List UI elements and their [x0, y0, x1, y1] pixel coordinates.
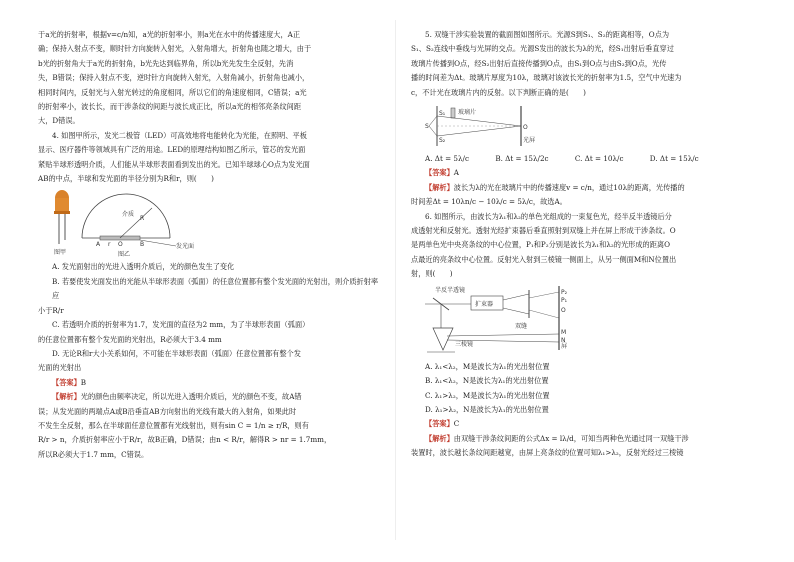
- P2-label: P₂: [561, 288, 568, 296]
- q5-option-d: D. Δt = 15λ/c: [649, 154, 699, 164]
- answer-label: 【答案】: [425, 168, 454, 178]
- q5-option-b: B. Δt = 15λ/2c: [495, 154, 549, 164]
- question-5-line: c，不计光在玻璃片内的反射。以下判断正确的是( ): [411, 87, 586, 97]
- screen-label: 屏: [561, 342, 568, 350]
- text-line: 相同时间内，反射光与入射光转过的角度相同，所以它们的角速度相同，C错误；a光: [38, 87, 307, 97]
- answer-value: C: [453, 419, 460, 429]
- answer-value: A: [453, 168, 459, 178]
- S2-label: S₂: [439, 137, 446, 145]
- explanation-label: 【解析】: [425, 433, 454, 443]
- double-slit-figure: [425, 102, 756, 150]
- explanation-text: 波长为λ的光在玻璃片中的传播速度v = c/n，通过10λ的距离，光传播的: [453, 182, 685, 192]
- led-diagram: [52, 188, 252, 258]
- option-d: D. 无论R和r大小关系如何，不可能在半球形表面（弧面）任意位置都有整个发: [52, 348, 301, 358]
- left-column: [38, 28, 383, 462]
- explanation-label: 【解析】: [52, 392, 81, 402]
- option-d-cont: 光面的光射出: [38, 363, 82, 373]
- led-figure: [52, 188, 383, 258]
- double-slit-label: 双缝: [515, 322, 528, 330]
- text-line: b光的折射角大于a光的折射角，b光先达到临界角，所以b光先发生全反射，先消: [38, 58, 294, 68]
- q5-option-c: C. Δt = 10λ/c: [574, 154, 624, 164]
- M-label: M: [561, 328, 567, 336]
- question-6-line: 点最近的亮条纹中心位置。反射光入射到三棱镜一侧面上，从另一侧面M和N位置出: [411, 254, 677, 264]
- screen-label: 光屏: [523, 137, 536, 145]
- explanation-text: 光的颜色由频率决定，所以光进入透明介质后，光的颜色不变，故A错: [80, 392, 302, 402]
- A-label: A: [96, 241, 101, 249]
- question-6-line: 6. 如图所示，由波长为λ₁和λ₂的单色光组成的一束复色光，经半反半透镜后分: [425, 211, 672, 221]
- option-c-cont: 的任意位置都有整个发光面的光射出，R必须大于3.4 mm: [38, 334, 222, 344]
- medium-label: 介质: [122, 211, 135, 219]
- text-line: 失，B错误；保持入射点不变，逆时针方向旋转入射光，入射角减小，折射角也减小，: [38, 73, 310, 83]
- option-b: B. 若要使发光面发出的光能从半球形表面（弧面）的任意位置都有整个发光面的光射出，则介质折射率应: [52, 276, 379, 301]
- S-label: S: [425, 123, 429, 131]
- explanation-line: 不发生全反射，那么在半球面任意位置都有光线射出，则有sin C = 1/n ≥ r/R，则有: [38, 420, 309, 430]
- question-4-line: 显示、医疗器件等领域具有广泛的用途。LED的原理结构如图乙所示，管芯的发光面: [38, 145, 306, 155]
- S1-label: S₁: [439, 110, 446, 118]
- option-a: A. 发光面射出的光进入透明介质后，光的颜色发生了变化: [52, 262, 235, 272]
- explanation-text: 由双缝干涉条纹间距的公式Δx = lλ/d，可知当两种色光通过同一双缝干涉: [453, 433, 689, 443]
- question-4-line: 紧贴半球形透明介质，人们能从半球形表面看到发出的光。已知半球球心O点为发光面: [38, 159, 310, 169]
- text-line: 大，D错误。: [38, 116, 80, 126]
- question-6-line: 是两单色光中央亮条纹的中心位置，P₁和P₂分别是波长为λ₁和λ₂的光形成的距离O: [411, 240, 671, 250]
- explanation-line: [38, 390, 383, 404]
- text-line: 确；保持入射点不变，顺时针方向旋转入射光，入射角增大，折射角也随之增大，由于: [38, 44, 312, 54]
- text-line: 的折射率小，波长长，而干涉条纹的间距与波长成正比，所以a光的相邻亮条纹间距: [38, 102, 302, 112]
- question-4-line: 4. 如图甲所示，发光二极管（LED）可高效地将电能转化为光能，在照明、平板: [52, 130, 307, 140]
- expander-label: 扩束器: [475, 300, 494, 308]
- question-5-line: S₁、S₂连线中垂线与光屏的交点。光源S发出的波长为λ的光，经S₁出射后垂直穿过: [411, 44, 674, 54]
- question-5-line: 玻璃片传播到O点，经S₂出射后直接传播到O点，由S₁到O点与由S₂到O点，光传: [411, 58, 667, 68]
- figure-jia-label: 图甲: [54, 249, 67, 257]
- O-point-label: O: [523, 124, 528, 132]
- surface-label: 发光面: [176, 243, 195, 251]
- N-label: N: [561, 336, 566, 344]
- explanation-label: 【解析】: [425, 182, 454, 192]
- question-5-line: 5. 双缝干涉实验装置的截面图如图所示。光源S到S₁、S₂的距离相等，O点为: [425, 30, 670, 39]
- question-4-line: AB的中点，半球和发光面的半径分别为R和r，则( ): [38, 174, 214, 184]
- right-column: [411, 28, 756, 461]
- explanation-line: 所以R必须大于1.7 mm，C错误。: [38, 449, 149, 459]
- figure-yi-label: 图乙: [118, 251, 131, 259]
- answer-label: 【答案】: [52, 377, 81, 387]
- q5-explanation-line: [411, 181, 756, 195]
- question-6-line: 射，则( ): [411, 269, 453, 279]
- q5-answer-line: [411, 166, 756, 180]
- option-c: C. 若透明介质的折射率为1.7，发光面的直径为2 mm，为了半球形表面（弧面）: [52, 320, 310, 330]
- prism-diagram: [425, 284, 575, 358]
- answer-label: 【答案】: [425, 419, 454, 429]
- q5-option-a: A. Δt = 5λ/c: [425, 154, 470, 164]
- led-bulb-icon: [54, 190, 70, 244]
- R-label: R: [140, 215, 145, 223]
- q6-option-b: B. λ₁<λ₂，N是波长为λ₁的光出射位置: [425, 376, 549, 386]
- q6-option-a: A. λ₁<λ₂，M是波长为λ₁的光出射位置: [425, 361, 550, 371]
- option-b-cont: 小于R/r: [38, 305, 64, 315]
- double-slit-diagram: [425, 102, 545, 150]
- answer-line: [38, 376, 383, 390]
- question-5-line: 播的时间差为Δt。玻璃片厚度为10λ，玻璃对该波长光的折射率为1.5，空气中光速为: [411, 73, 682, 83]
- hemisphere-diagram: [82, 194, 176, 249]
- q6-explanation-line: [411, 432, 756, 446]
- explanation-line: 误；从发光面的两端点A或B沿垂直AB方向射出的光线有最大的入射角，如果此时: [38, 406, 297, 416]
- q6-option-d: D. λ₁>λ₂，N是波长为λ₁的光出射位置: [425, 404, 549, 414]
- O-label: O: [118, 241, 123, 249]
- B-label: B: [140, 241, 145, 249]
- column-divider: [395, 20, 396, 540]
- q5-options: [411, 152, 756, 166]
- O-label: O: [561, 306, 566, 314]
- prism-figure: [425, 284, 756, 358]
- half-mirror-label: 半反半透镜: [435, 286, 466, 294]
- explanation-line: R/r > n，介质折射率应小于R/r，故B正确，D错误；由n < R/r，解得R > nr = 1.7mm，: [38, 435, 332, 445]
- q5-explanation-line: 时间差Δt = 10λn/c − 10λ/c = 5λ/c，故选A。: [411, 197, 567, 207]
- answer-value: B: [80, 377, 87, 387]
- text-line: 于a光的折射率，根据v=c/n知，a光的折射率小，则a光在水中的传播速度大，A正: [38, 30, 301, 39]
- q6-option-c: C. λ₁>λ₂，M是波长为λ₁的光出射位置: [425, 390, 550, 400]
- prism-label: 三棱镜: [455, 340, 474, 348]
- question-6-line: 成透射光和反射光。透射光经扩束器后垂直照射到双缝上并在屏上形成干涉条纹。O: [411, 226, 676, 236]
- q6-answer-line: [411, 417, 756, 431]
- P1-label: P₁: [561, 296, 568, 304]
- r-label: r: [108, 241, 111, 249]
- q6-explanation-line: 装置时，波长越长条纹间距越宽，由屏上亮条纹的位置可知λ₁>λ₂，反射光经过三棱镜: [411, 448, 684, 458]
- glass-label: 玻璃片: [458, 109, 477, 117]
